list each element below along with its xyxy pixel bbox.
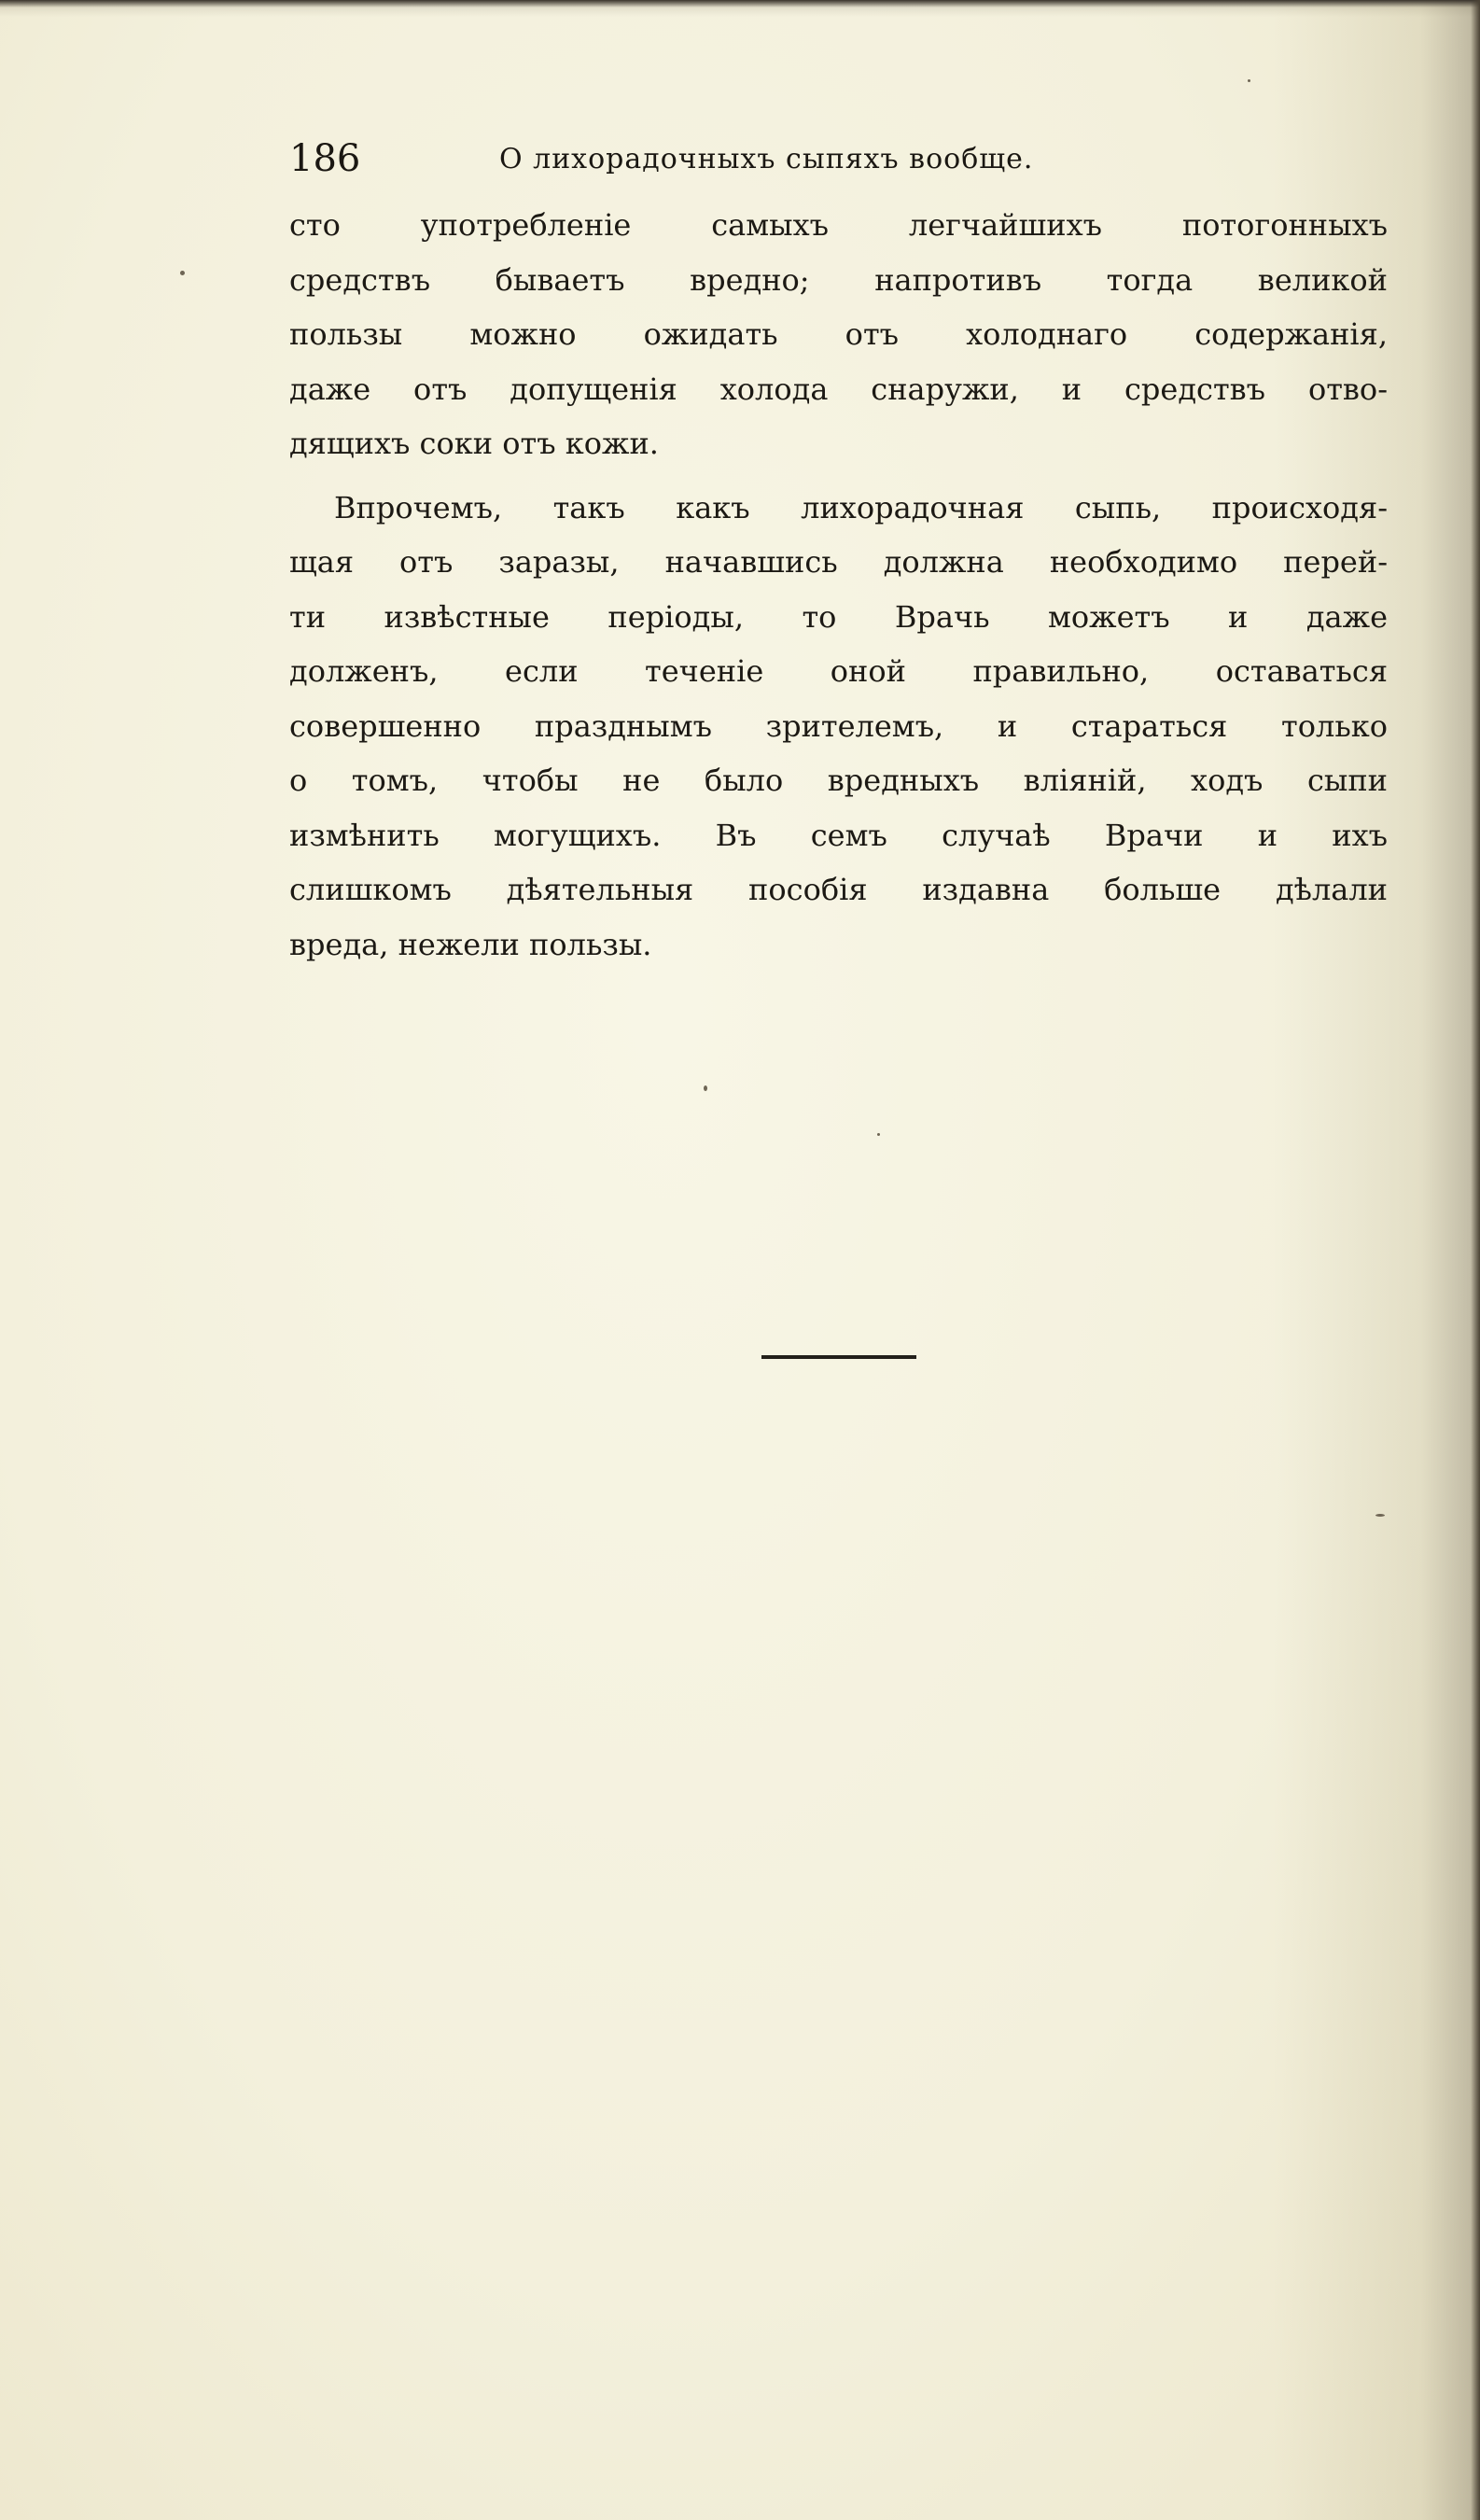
page-top-edge <box>0 0 1480 7</box>
text-line: пользы можно ожидать отъ холоднаго содержанія, <box>289 316 1388 352</box>
paper-speck <box>1248 79 1250 82</box>
text-line: ти извѣстные періоды, то Врачь можетъ и даже <box>289 598 1388 635</box>
text-line: долженъ, если теченіе оной правильно, оставаться <box>289 653 1388 689</box>
paragraph-1 <box>289 198 1388 471</box>
paper-speck <box>180 271 185 275</box>
paper-speck <box>1375 1514 1385 1517</box>
section-end-rule <box>761 1355 916 1359</box>
text-line: Впрочемъ, такъ какъ лихорадочная сыпь, происходя- <box>334 489 1388 525</box>
text-line: сто употребленіе самыхъ легчайшихъ потогонныхъ <box>289 207 1388 243</box>
text-line: дящихъ соки отъ кожи. <box>289 426 659 461</box>
body-text <box>289 198 1388 972</box>
text-line: о томъ, чтобы не было вредныхъ вліяній, ходъ сыпи <box>289 763 1388 798</box>
paper-speck <box>704 1085 707 1091</box>
page-number: 186 <box>289 137 361 180</box>
text-line: вреда, нежели пользы. <box>289 926 652 962</box>
text-line: средствъ бываетъ вредно; напротивъ тогда великой <box>289 261 1388 298</box>
paper-speck <box>877 1133 880 1136</box>
paragraph-2 <box>289 481 1388 973</box>
page-header <box>289 133 1222 185</box>
text-line: измѣнить могущихъ. Въ семъ случаѣ Врачи и ихъ <box>289 817 1388 853</box>
running-title: О лихорадочныхъ сыпяхъ вообще. <box>499 143 1034 175</box>
page-gutter-shadow <box>1471 0 1480 2520</box>
text-line: щая отъ заразы, начавшись должна необходимо перей- <box>289 544 1388 580</box>
text-line: совершенно празднымъ зрителемъ, и стараться только <box>289 707 1388 744</box>
text-line: даже отъ допущенія холода снаружи, и средствъ отво- <box>289 371 1388 407</box>
text-line: слишкомъ дѣятельныя пособія издавна больше дѣлали <box>289 872 1388 907</box>
paragraph-spacer <box>289 471 1388 481</box>
